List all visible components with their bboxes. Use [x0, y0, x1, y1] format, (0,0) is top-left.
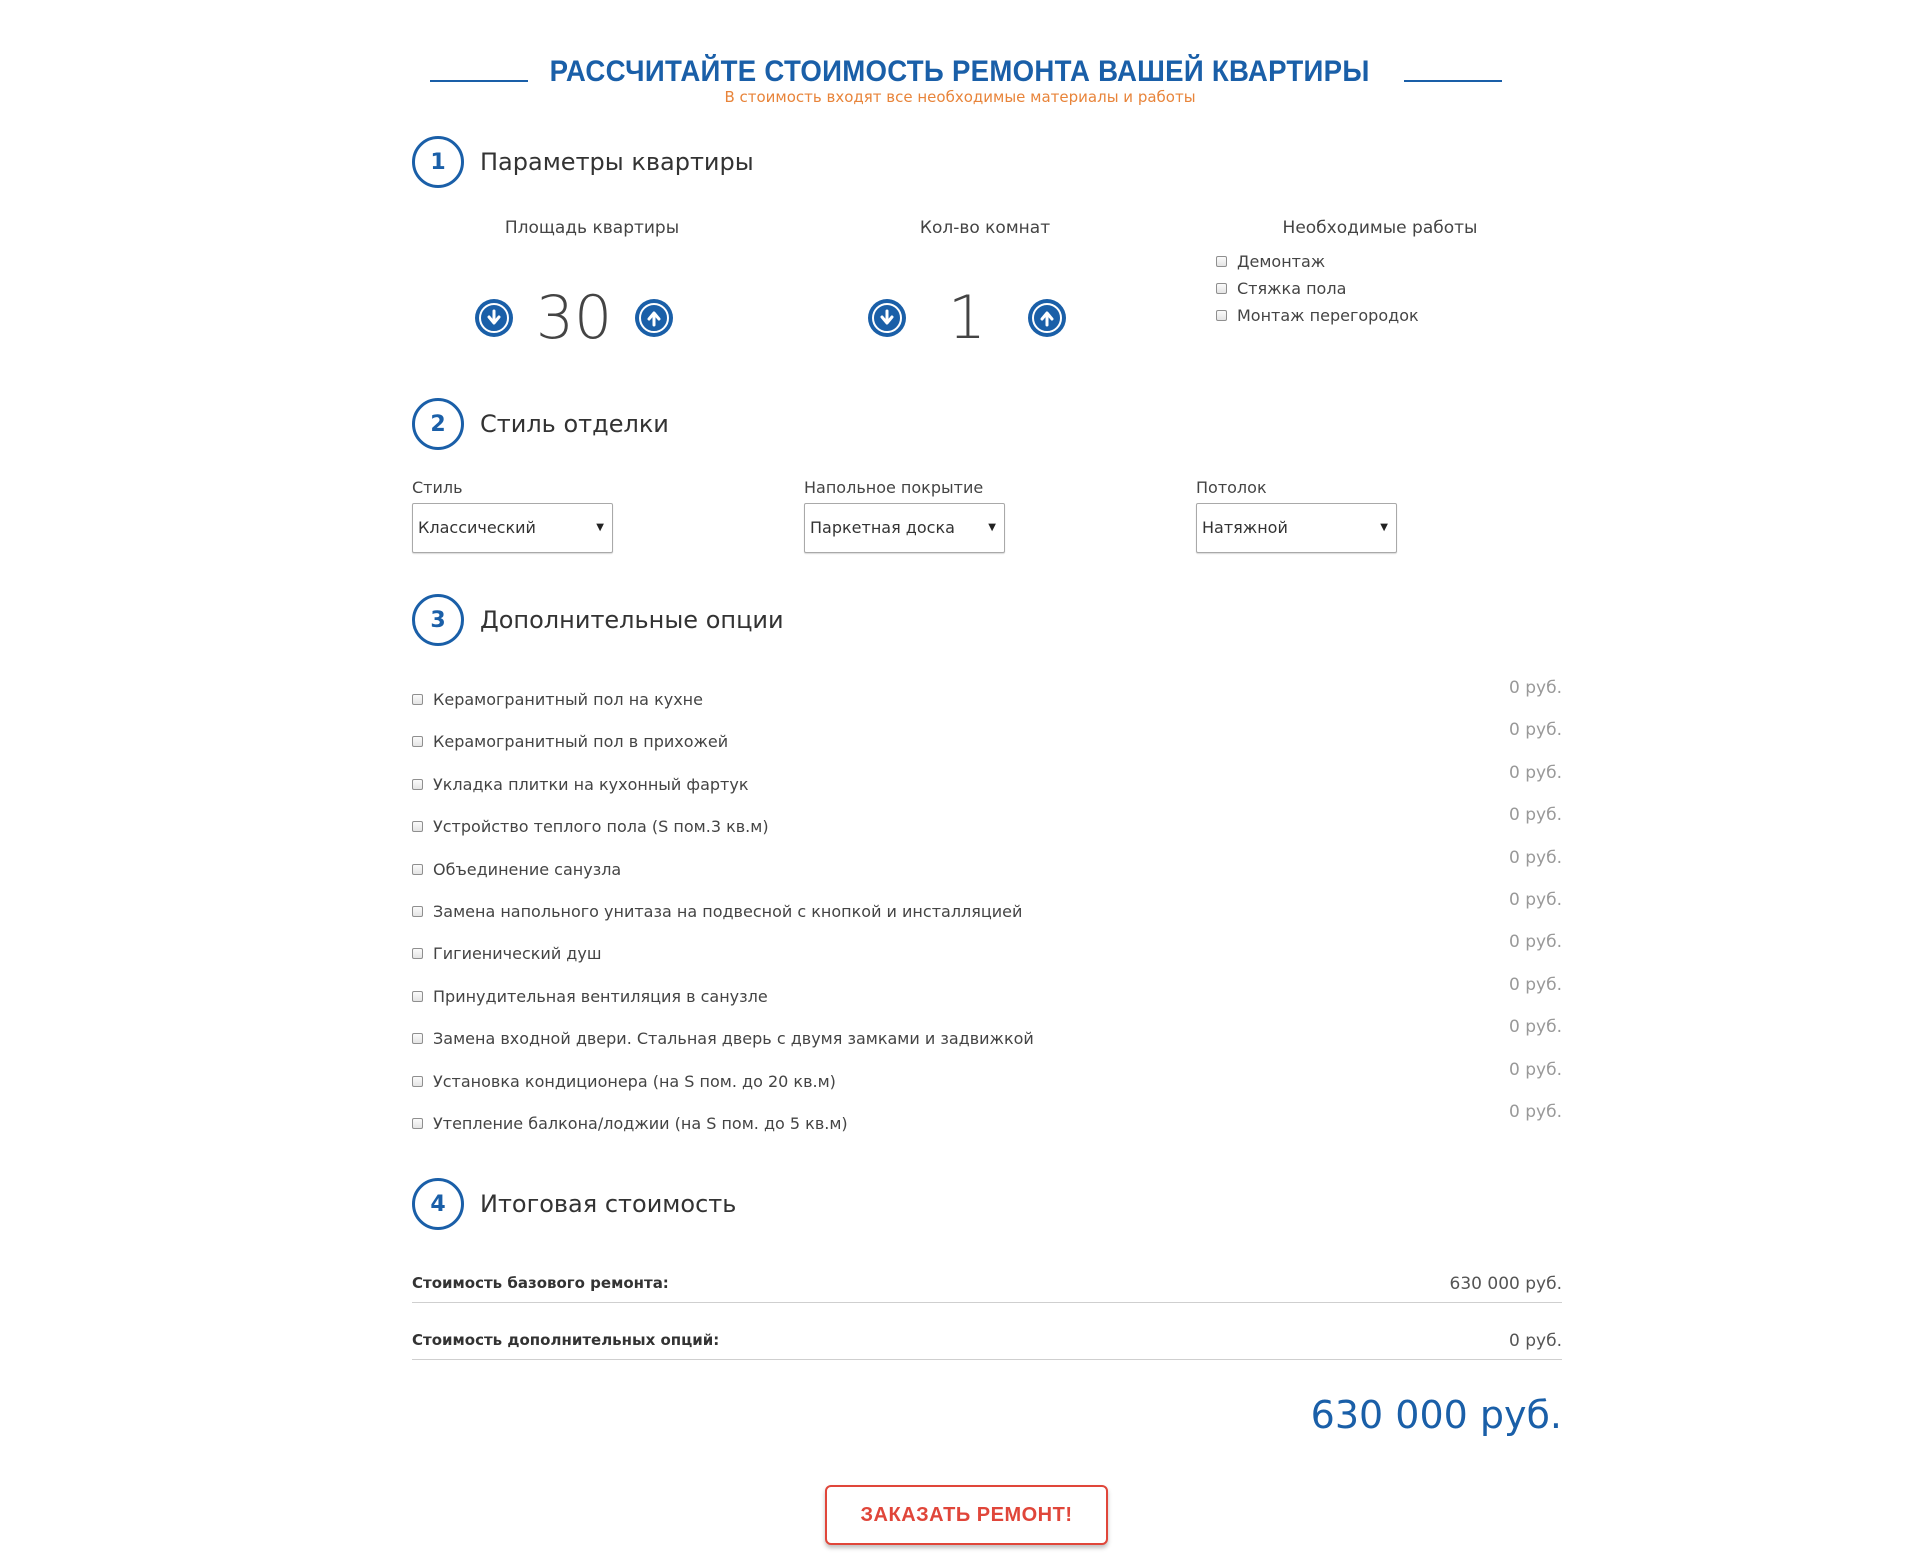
- dropdown-arrow-icon: ▼: [596, 522, 604, 533]
- options-cost-row: [412, 1317, 1562, 1360]
- list-item: [412, 1060, 1562, 1102]
- option-price: 0 руб.: [1509, 889, 1562, 910]
- dropdown-arrow-icon: ▼: [1380, 522, 1388, 533]
- order-repair-button[interactable]: ЗАКАЗАТЬ РЕМОНТ!: [825, 1485, 1108, 1545]
- option-checkbox-row[interactable]: [412, 732, 728, 751]
- option-price: 0 руб.: [1509, 678, 1562, 698]
- option-checkbox-row[interactable]: [412, 1114, 848, 1133]
- list-item: [412, 1102, 1562, 1144]
- ceiling-select-value: Натяжной: [1202, 518, 1288, 537]
- works-label: Необходимые работы: [1282, 218, 1478, 238]
- style-select-label: Стиль: [412, 478, 463, 497]
- section-4-header: [412, 1178, 736, 1230]
- rooms-decrease-button[interactable]: [868, 299, 906, 337]
- step-number: 2: [412, 398, 464, 450]
- option-price: 0 руб.: [1509, 1059, 1562, 1080]
- option-checkbox-row[interactable]: [412, 944, 601, 963]
- work-item-demolition[interactable]: [1216, 248, 1419, 275]
- option-checkbox-row[interactable]: [412, 1072, 836, 1091]
- option-price: 0 руб.: [1509, 720, 1562, 741]
- list-item: [412, 678, 1562, 720]
- area-increase-button[interactable]: [635, 299, 673, 337]
- option-label: Объединение санузла: [433, 859, 622, 879]
- rooms-stepper: [868, 278, 1066, 358]
- options-cost-label: Стоимость дополнительных опций:: [412, 1331, 720, 1349]
- ceiling-select[interactable]: [1196, 503, 1397, 553]
- base-cost-row: [412, 1260, 1562, 1303]
- option-price: 0 руб.: [1509, 805, 1562, 826]
- floor-select-label: Напольное покрытие: [804, 478, 984, 497]
- checkbox[interactable]: [1216, 310, 1227, 321]
- base-cost-label: Стоимость базового ремонта:: [412, 1274, 669, 1292]
- option-price: 0 руб.: [1509, 847, 1562, 868]
- option-label: Замена напольного унитаза на подвесной с кнопкой и инсталляцией: [433, 901, 1023, 921]
- option-label: Принудительная вентиляция в санузле: [433, 986, 768, 1006]
- option-price: 0 руб.: [1509, 974, 1562, 995]
- option-checkbox-row[interactable]: [412, 1029, 1034, 1048]
- style-select-group: [412, 478, 613, 553]
- list-item: [412, 975, 1562, 1017]
- checkbox[interactable]: [412, 991, 423, 1002]
- section-3-header: [412, 594, 784, 646]
- option-label: Установка кондиционера (на S пом. до 20 кв.м): [433, 1071, 836, 1091]
- work-item-label: Демонтаж: [1237, 252, 1326, 271]
- section-title: Стиль отделки: [480, 410, 669, 438]
- option-checkbox-row[interactable]: [412, 987, 768, 1006]
- option-checkbox-row[interactable]: [412, 817, 769, 836]
- checkbox[interactable]: [1216, 283, 1227, 294]
- arrow-down-circle-icon: [878, 309, 896, 327]
- option-label: Утепление балкона/лоджии (на S пом. до 5 кв.м): [433, 1113, 848, 1133]
- option-checkbox-row[interactable]: [412, 902, 1022, 921]
- header: [0, 52, 1920, 92]
- rooms-value: 1: [947, 283, 987, 353]
- floor-select[interactable]: [804, 503, 1005, 553]
- area-label: Площадь квартиры: [504, 218, 680, 238]
- rooms-label: Кол-во комнат: [919, 218, 1051, 238]
- dropdown-arrow-icon: ▼: [988, 522, 996, 533]
- checkbox[interactable]: [412, 1033, 423, 1044]
- option-label: Керамогранитный пол в прихожей: [433, 732, 729, 752]
- checkbox[interactable]: [412, 821, 423, 832]
- option-price: 0 руб.: [1509, 932, 1562, 953]
- list-item: [412, 720, 1562, 762]
- checkbox[interactable]: [412, 864, 423, 875]
- option-checkbox-row[interactable]: [412, 860, 621, 879]
- rooms-increase-button[interactable]: [1028, 299, 1066, 337]
- work-item-label: Монтаж перегородок: [1237, 306, 1419, 325]
- section-title: Дополнительные опции: [480, 606, 784, 634]
- checkbox[interactable]: [412, 1076, 423, 1087]
- option-price: 0 руб.: [1509, 762, 1562, 783]
- base-cost-value: 630 000 руб.: [1449, 1274, 1562, 1294]
- ceiling-select-label: Потолок: [1196, 478, 1267, 497]
- floor-select-value: Паркетная доска: [810, 518, 955, 537]
- checkbox[interactable]: [412, 906, 423, 917]
- options-cost-value: 0 руб.: [1509, 1331, 1562, 1351]
- option-label: Устройство теплого пола (S пом.3 кв.м): [433, 817, 769, 837]
- floor-select-group: [804, 478, 1005, 553]
- ceiling-select-group: [1196, 478, 1397, 553]
- area-decrease-button[interactable]: [475, 299, 513, 337]
- work-item-label: Стяжка пола: [1237, 279, 1347, 298]
- section-title: Параметры квартиры: [480, 148, 754, 176]
- step-number: 4: [412, 1178, 464, 1230]
- option-price: 0 руб.: [1509, 1017, 1562, 1038]
- arrow-down-circle-icon: [485, 309, 503, 327]
- arrow-up-circle-icon: [1038, 309, 1056, 327]
- area-value: 30: [535, 283, 613, 353]
- step-number: 1: [412, 136, 464, 188]
- section-title: Итоговая стоимость: [480, 1190, 737, 1218]
- works-checklist: [1216, 248, 1419, 329]
- page-subtitle: В стоимость входят все необходимые материалы и работы: [724, 88, 1196, 106]
- list-item: [412, 890, 1562, 932]
- option-price: 0 руб.: [1509, 1101, 1562, 1122]
- option-checkbox-row[interactable]: [412, 775, 749, 794]
- arrow-up-circle-icon: [645, 309, 663, 327]
- option-label: Замена входной двери. Стальная дверь с двумя замками и задвижкой: [433, 1029, 1034, 1049]
- checkbox[interactable]: [412, 736, 423, 747]
- style-select-value: Классический: [418, 518, 536, 537]
- section-2-header: [412, 398, 669, 450]
- title-right-rule: [1404, 80, 1502, 82]
- option-checkbox-row[interactable]: [412, 690, 703, 709]
- step-number: 3: [412, 594, 464, 646]
- checkbox[interactable]: [412, 694, 423, 705]
- list-item: [412, 805, 1562, 847]
- area-stepper: [475, 278, 673, 358]
- list-item: [412, 848, 1562, 890]
- work-item-partitions[interactable]: [1216, 302, 1419, 329]
- options-list: [412, 678, 1562, 1144]
- work-item-screed[interactable]: [1216, 275, 1419, 302]
- section-1-header: [412, 136, 754, 188]
- checkbox[interactable]: [412, 1118, 423, 1129]
- option-label: Гигиенический душ: [433, 944, 602, 964]
- option-label: Укладка плитки на кухонный фартук: [433, 774, 749, 794]
- list-item: [412, 932, 1562, 974]
- checkbox[interactable]: [1216, 256, 1227, 267]
- total-price: 630 000 руб.: [1310, 1393, 1562, 1437]
- list-item: [412, 1017, 1562, 1059]
- option-label: Керамогранитный пол на кухне: [433, 690, 703, 709]
- style-select[interactable]: [412, 503, 613, 553]
- list-item: [412, 763, 1562, 805]
- page-title: РАССЧИТАЙТЕ СТОИМОСТЬ РЕМОНТА ВАШЕЙ КВАРТИРЫ: [550, 55, 1370, 88]
- checkbox[interactable]: [412, 948, 423, 959]
- checkbox[interactable]: [412, 779, 423, 790]
